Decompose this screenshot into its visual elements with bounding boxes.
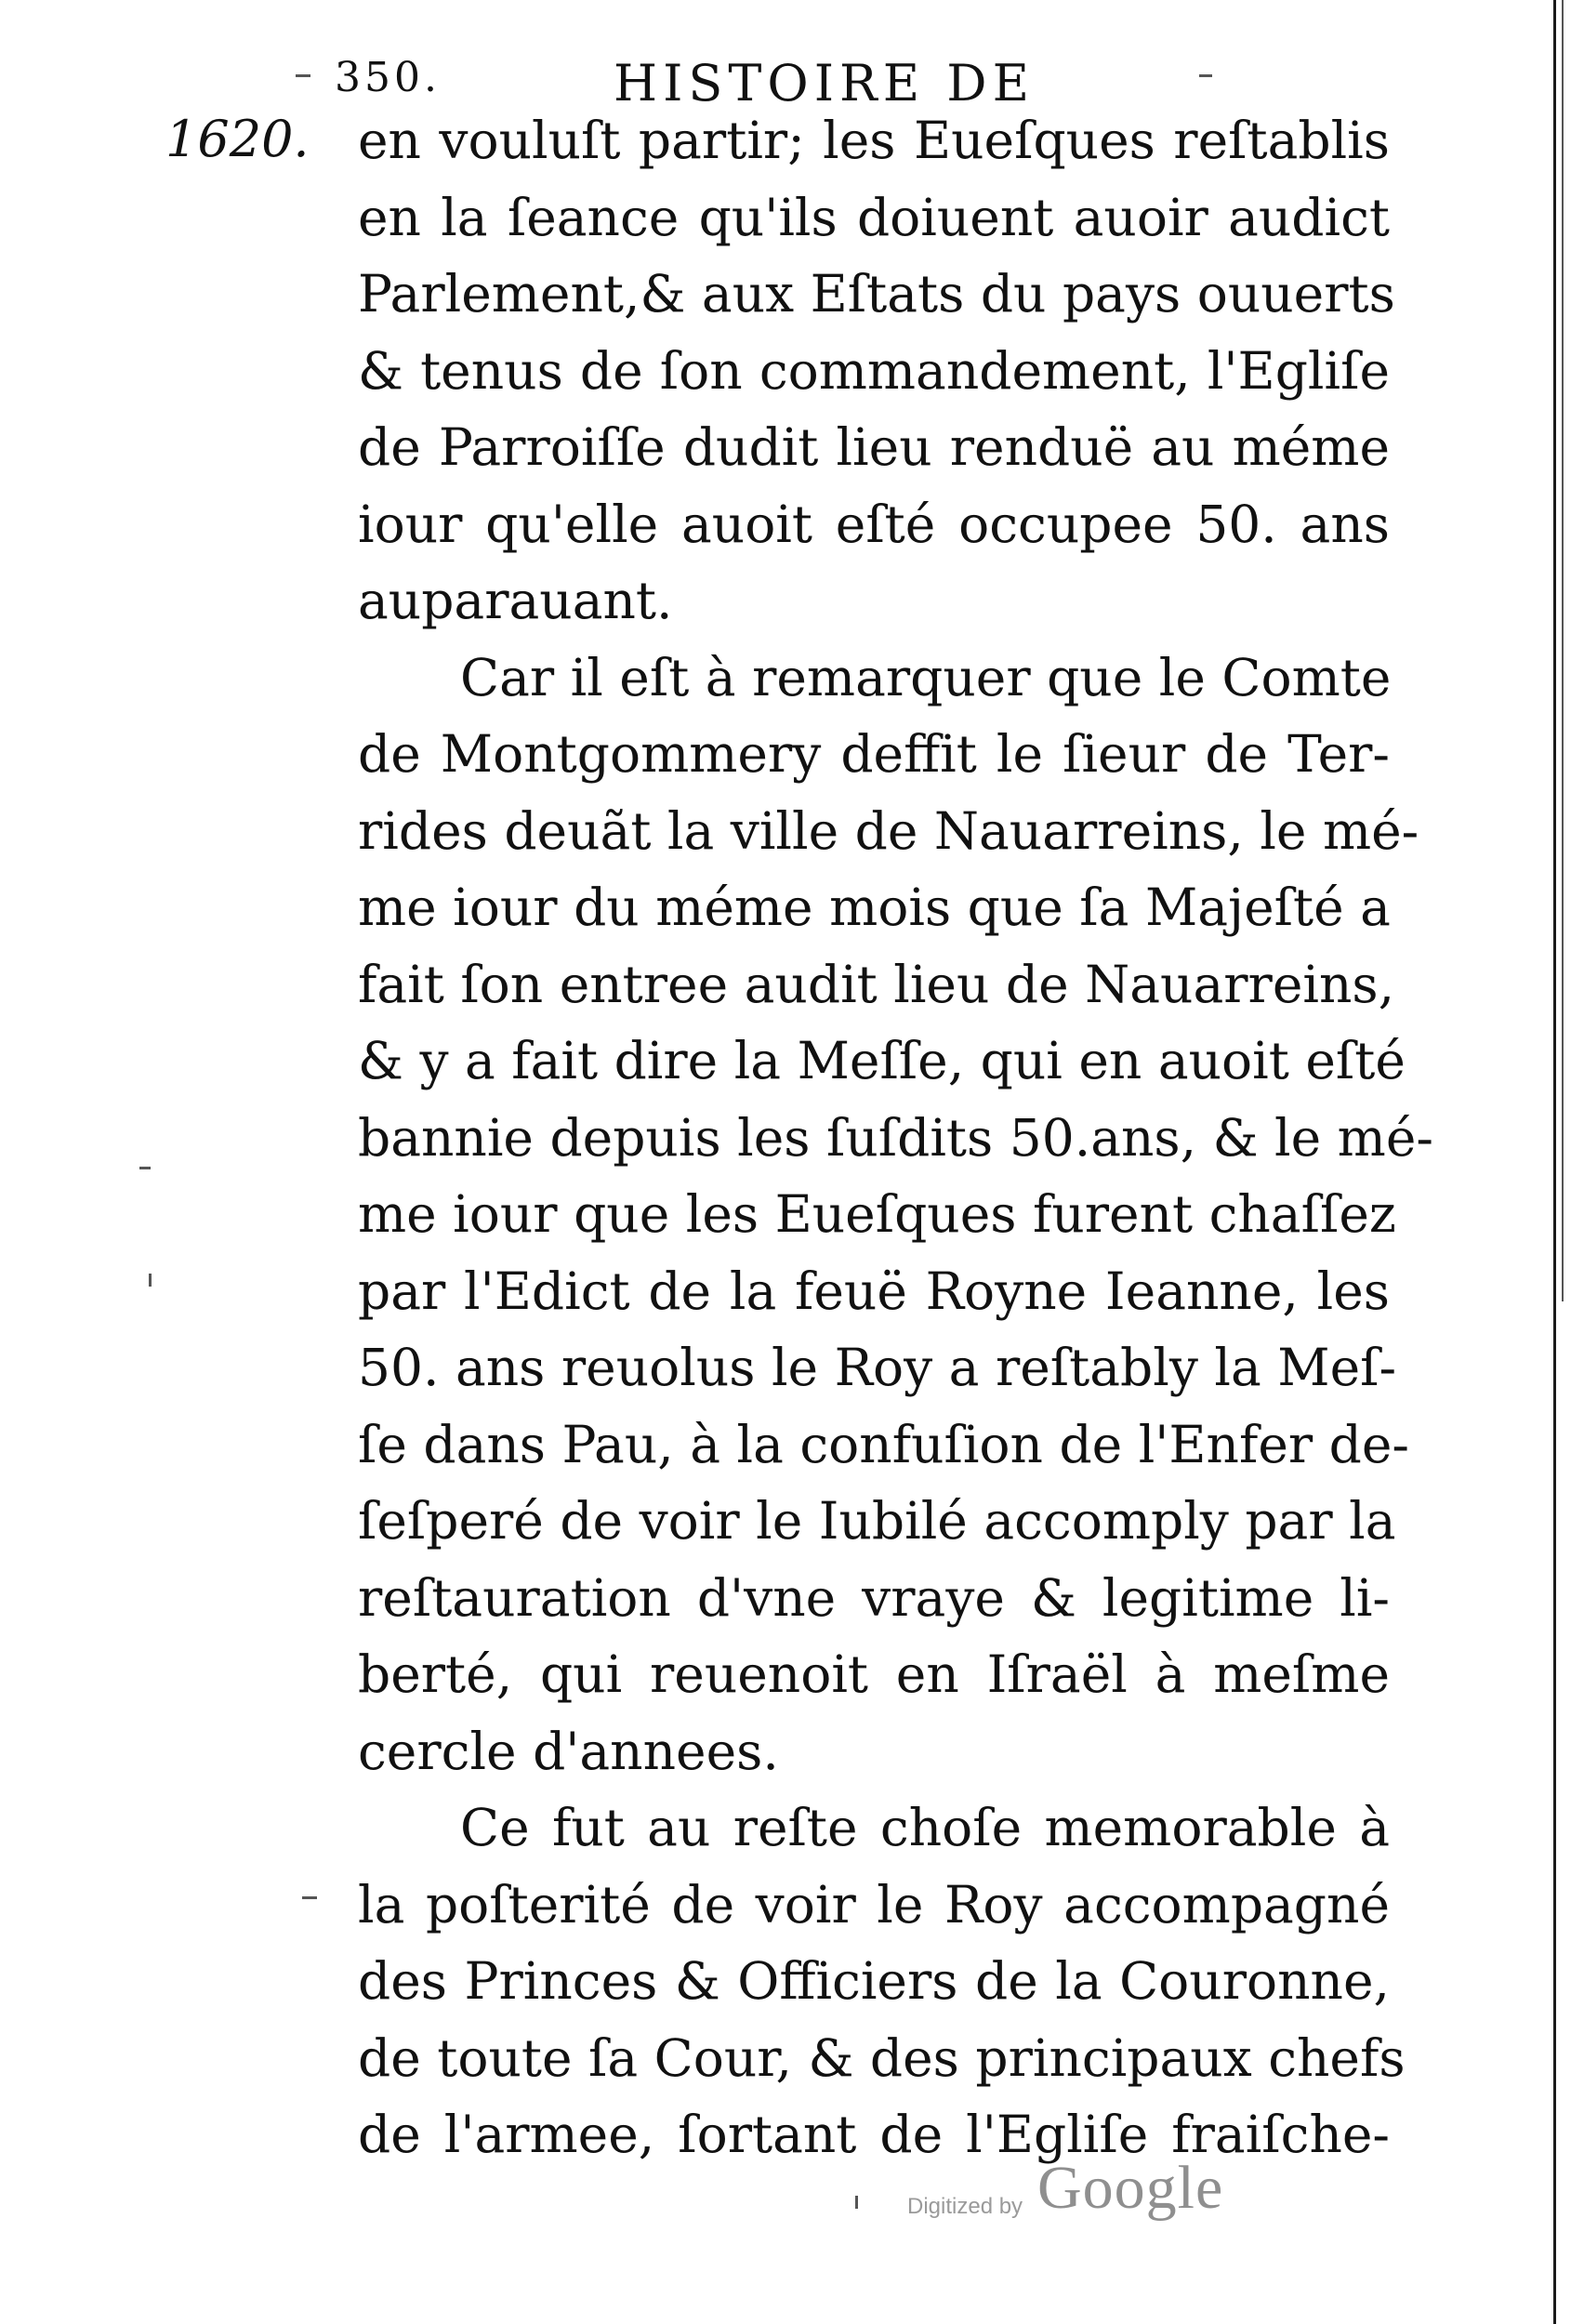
text-line: en vouluſt partir; les Eueſques reſtablis xyxy=(358,111,1390,170)
text-line: la poſterité de voir le Roy accompagné xyxy=(358,1874,1390,1934)
text-line: Parlement,& aux Eſtats du pays ouuerts xyxy=(358,264,1395,324)
text-line: de l'armee, ſortant de l'Egliſe fraiſche- xyxy=(358,2105,1390,2164)
text-line: fait ſon entree audit lieu de Nauarreins, xyxy=(358,954,1395,1014)
scan-speck xyxy=(1199,74,1212,77)
text-line: des Princes & Officiers de la Couronne, xyxy=(358,1951,1390,2011)
text-line: ſeſperé de voir le Iubilé accomply par la xyxy=(358,1491,1396,1551)
margin-year-note: 1620. xyxy=(165,110,310,168)
text-line: me iour du méme mois que ſa Majeſté a xyxy=(358,878,1391,937)
text-line: rides deuãt la ville de Nauarreins, le mé- xyxy=(358,800,1419,861)
text-line: ſe dans Pau, à la confuſion de l'Enfer de- xyxy=(358,1414,1409,1474)
scan-speck xyxy=(302,1896,317,1899)
page-number: 350. xyxy=(335,54,441,101)
text-line: 50. ans reuolus le Roy a reſtably la Meſ- xyxy=(358,1338,1397,1397)
text-line: reſtauration d'vne vraye & legitime li- xyxy=(358,1567,1390,1628)
google-watermark xyxy=(907,2153,1242,2237)
body-text xyxy=(358,102,1433,2173)
binding-edge xyxy=(1553,0,1556,2324)
scan-speck xyxy=(149,1274,152,1287)
scan-speck xyxy=(855,2196,858,2209)
digitized-by-label: Digitized by xyxy=(907,2194,1023,2219)
text-line: par l'Edict de la feuë Royne Ieanne, les xyxy=(358,1261,1390,1321)
text-line: bannie depuis les ſuſdits 50.ans, & le mé- xyxy=(358,1107,1433,1168)
text-line: & tenus de ſon commandement, l'Egliſe xyxy=(358,340,1390,401)
text-line: me iour que les Eueſques furent chaſſez xyxy=(358,1184,1396,1244)
text-line: de Parroiſſe dudit lieu renduë au méme xyxy=(358,417,1390,477)
binding-edge-shadow xyxy=(1562,0,1564,1301)
running-title: HISTOIRE DE xyxy=(614,54,1035,112)
scan-speck xyxy=(296,74,310,77)
paragraph-start-line: Ce fut au reſte choſe memorable à xyxy=(460,1798,1390,1857)
paragraph-start-line: Car il eſt à remarquer que le Comte xyxy=(460,647,1392,707)
text-line: iour qu'elle auoit eſté occupee 50. ans xyxy=(358,494,1390,554)
scan-speck xyxy=(139,1167,151,1169)
text-line: de Montgommery deffit le ſieur de Ter- xyxy=(358,724,1390,784)
text-line: auparauant. xyxy=(358,571,673,630)
text-line: & y a fait dire la Meſſe, qui en auoit eſté xyxy=(358,1031,1406,1090)
text-line: de toute ſa Cour, & des principaux chefs xyxy=(358,2027,1406,2088)
google-logo: Google xyxy=(1037,2154,1224,2222)
text-line: berté, qui reuenoit en Iſraël à meſme xyxy=(358,1644,1390,1704)
text-line: en la ſeance qu'ils doiuent auoir audict xyxy=(358,187,1390,247)
text-line: cercle d'annees. xyxy=(358,1721,779,1781)
